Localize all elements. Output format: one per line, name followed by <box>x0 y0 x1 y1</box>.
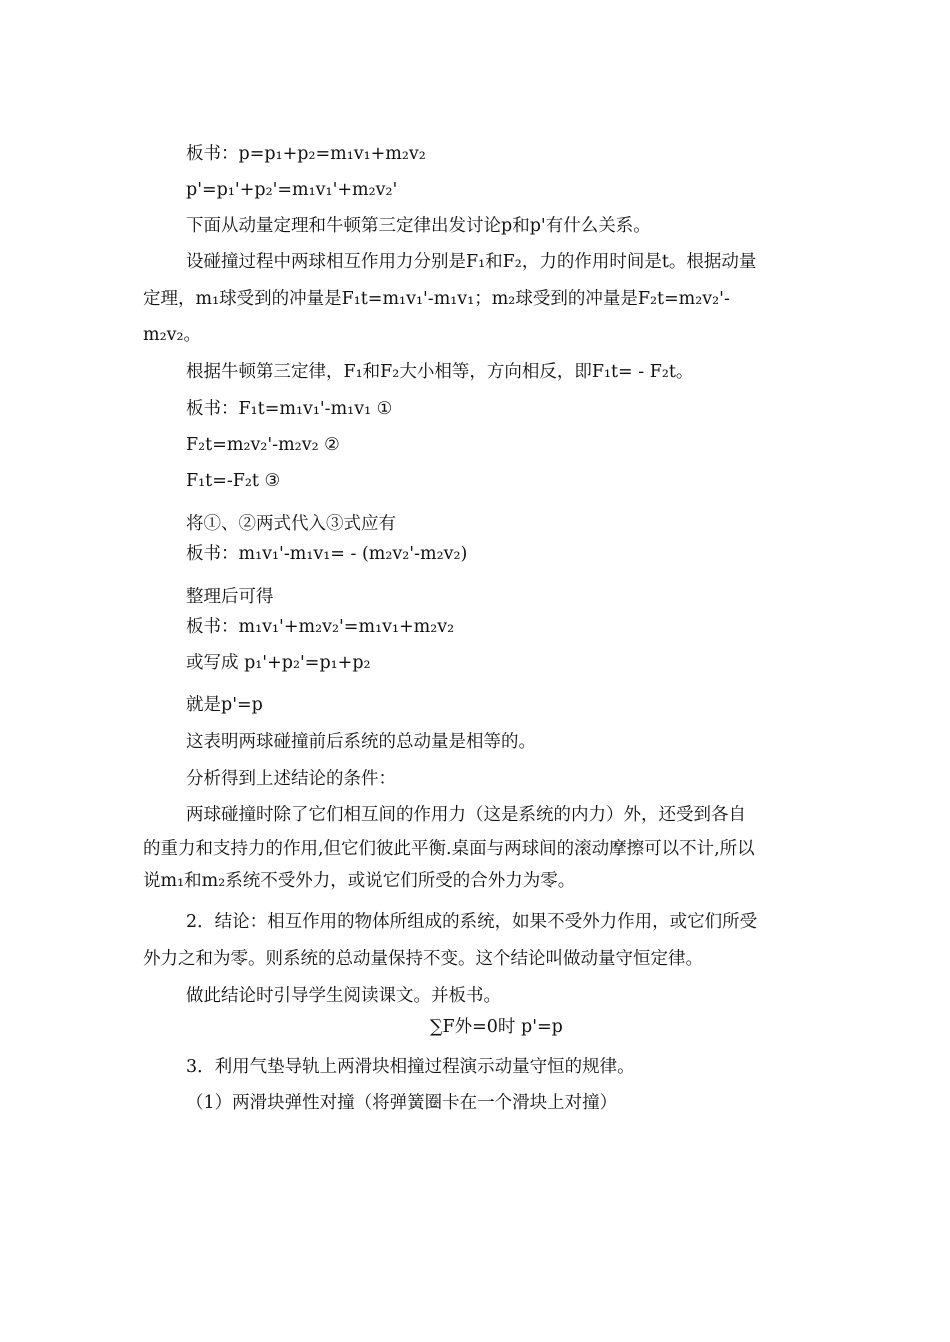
text-line: 说m₁和m₂系统不受外力，或说它们所受的合外力为零。 <box>143 871 576 891</box>
text-line: 做此结论时引导学生阅读课文。并板书。 <box>186 986 501 1006</box>
text-line: 板书：m₁v₁'+m₂v₂'=m₁v₁+m₂v₂ <box>186 617 455 637</box>
text-line: F₂t=m₂v₂'-m₂v₂ ② <box>186 435 340 455</box>
text-line: 3．利用气垫导轨上两滑块相撞过程演示动量守恒的规律。 <box>186 1057 635 1077</box>
text-line: 外力之和为零。则系统的总动量保持不变。这个结论叫做动量守恒定律。 <box>143 949 703 969</box>
text-line: 板书：p=p₁+p₂=m₁v₁+m₂v₂ <box>186 144 426 164</box>
text-line: 的重力和支持力的作用,但它们彼此平衡.桌面与两球间的滚动摩擦可以不计,所以 <box>143 839 755 859</box>
text-line: 两球碰撞时除了它们相互间的作用力（这是系统的内力）外，还受到各自 <box>186 805 746 825</box>
text-line: 定理，m₁球受到的冲量是F₁t=m₁v₁'-m₁v₁；m₂球受到的冲量是F₂t=m₂v₂'- <box>143 289 730 309</box>
text-line: 分析得到上述结论的条件： <box>186 769 396 789</box>
text-line: 这表明两球碰撞前后系统的总动量是相等的。 <box>186 732 536 752</box>
text-line: m₂v₂。 <box>143 325 202 345</box>
text-line: ∑F外=0时 p'=p <box>430 1017 563 1037</box>
text-line: （1）两滑块弹性对撞（将弹簧圈卡在一个滑块上对撞） <box>186 1093 618 1113</box>
text-line: F₁t=-F₂t ③ <box>186 471 281 491</box>
text-line: 或写成 p₁'+p₂'=p₁+p₂ <box>186 653 371 673</box>
text-line: 整理后可得 <box>186 587 274 607</box>
text-line: 2．结论：相互作用的物体所组成的系统，如果不受外力作用，或它们所受 <box>186 912 758 932</box>
text-line: 就是p'=p <box>186 695 263 715</box>
text-line: 根据牛顿第三定律，F₁和F₂大小相等，方向相反，即F₁t= - F₂t。 <box>186 362 694 382</box>
text-line: 下面从动量定理和牛顿第三定律出发讨论p和p'有什么关系。 <box>186 216 651 236</box>
text-line: 将①、②两式代入③式应有 <box>186 514 396 534</box>
text-line: p'=p₁'+p₂'=m₁v₁'+m₂v₂' <box>186 180 398 200</box>
text-line: 板书：F₁t=m₁v₁'-m₁v₁ ① <box>186 399 393 419</box>
text-line: 板书：m₁v₁'-m₁v₁= - (m₂v₂'-m₂v₂) <box>186 544 468 564</box>
text-line: 设碰撞过程中两球相互作用力分别是F₁和F₂，力的作用时间是t。根据动量 <box>186 252 757 272</box>
